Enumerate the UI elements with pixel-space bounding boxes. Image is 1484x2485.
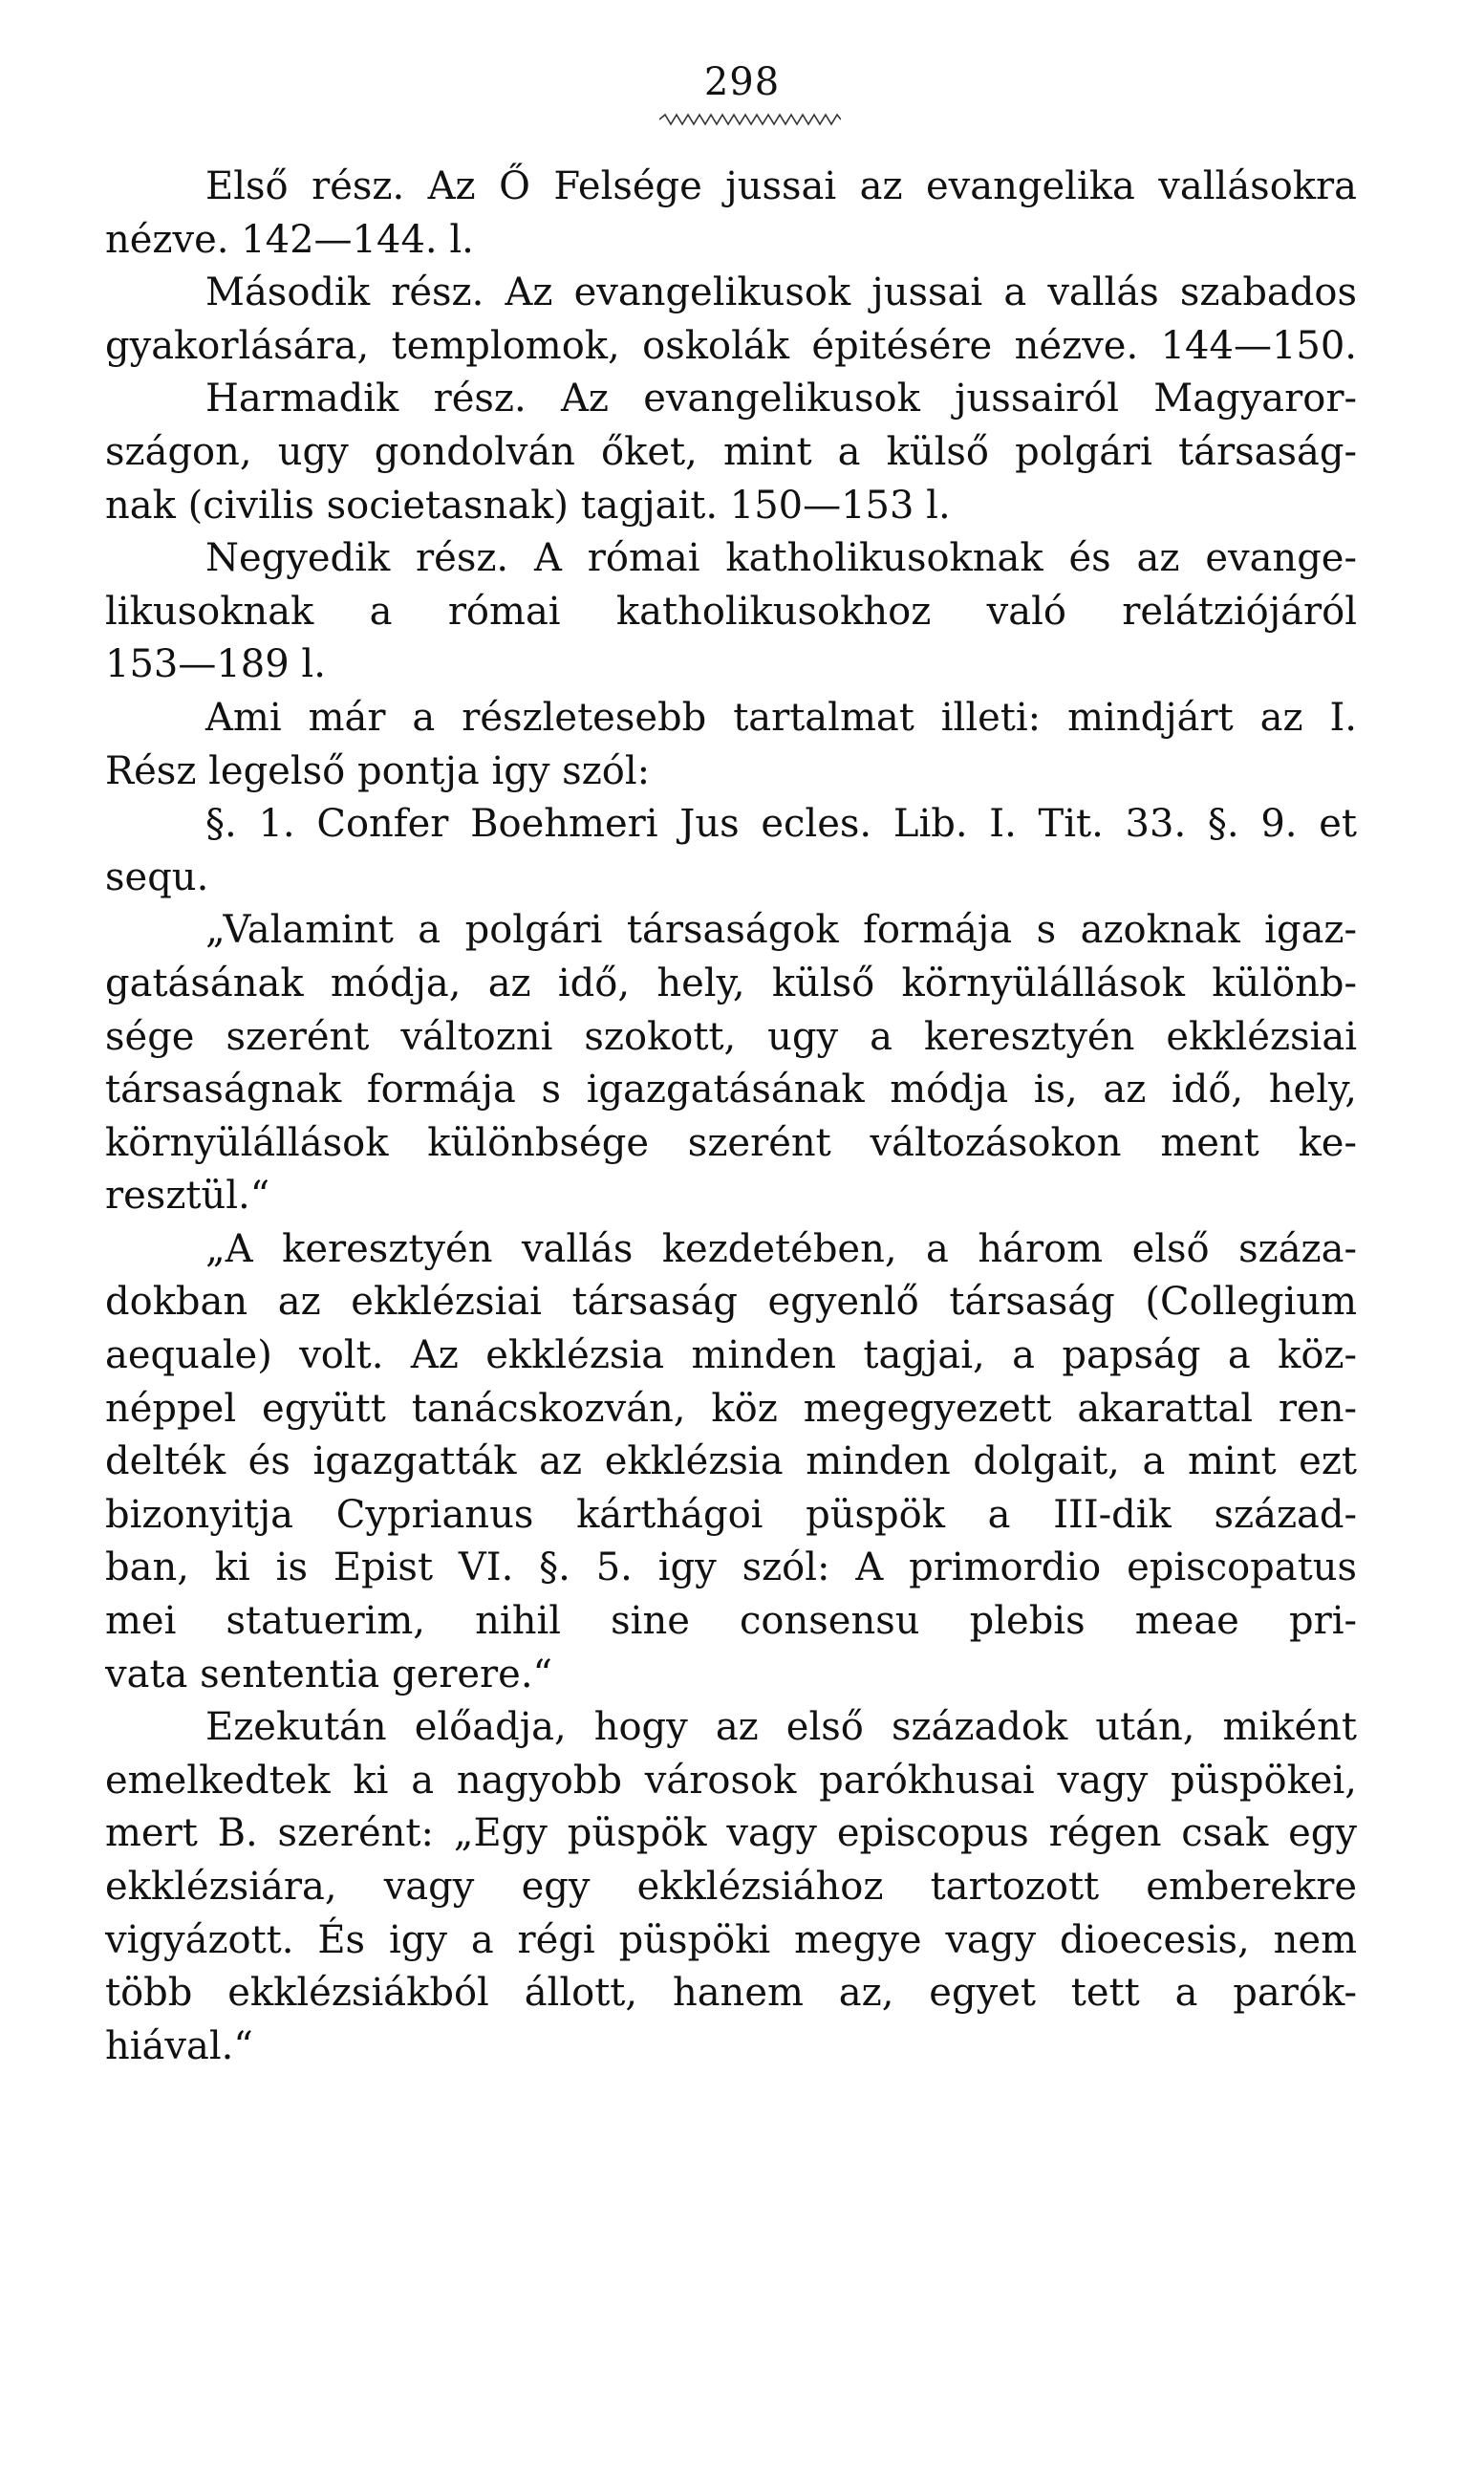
text-line: resztül.“ [105,1174,270,1219]
text-line: Rész legelső pontja igy szól: [105,748,651,793]
text-line: aequale) volt. Az ekklézsia minden tagjai, a papság a köz- [105,1333,1357,1378]
text-line: ban, ki is Epist VI. §. 5. igy szól: A primordio episcopatus [105,1545,1357,1590]
text-line: likusoknak a római katholikusokhoz való relátziójáról [105,589,1357,634]
page-number: 298 [703,60,781,104]
text-line: gatásának módja, az idő, hely, külső környülállások különb- [105,961,1357,1005]
text-line: „A keresztyén vallás kezdetében, a három első száza- [205,1226,1357,1271]
text-line: emelkedtek ki a nagyobb városok parókhusai vagy püspökei, [105,1758,1357,1803]
text-line: Ami már a részletesebb tartalmat illeti: mindjárt az I. [205,695,1357,740]
text-line: ekklézsiára, vagy egy ekklézsiához tartozott emberekre [105,1865,1357,1909]
text-line: bizonyitja Cyprianus kárthágoi püspök a III-dik század- [105,1492,1357,1537]
text-line: mert B. szerént: „Egy püspök vagy episcopus régen csak egy [105,1811,1357,1856]
text-line: nak (civilis societasnak) tagjait. 150—153 l. [105,483,951,528]
text-line: nézve. 142—144. l. [105,217,474,262]
text-line: §. 1. Confer Boehmeri Jus ecles. Lib. I. Tit. 33. §. 9. et [205,802,1357,847]
text-line: „Valamint a polgári társaságok formája s azoknak igaz- [205,908,1357,953]
text-line: sequ. [105,854,209,899]
text-line: Második rész. Az evangelikusok jussai a vallás szabados [205,270,1357,315]
text-line: 153—189 l. [105,642,326,687]
text-line: vigyázott. És igy a régi püspöki megye vagy dioecesis, nem [105,1917,1357,1962]
text-line: vata sententia gerere.“ [105,1652,553,1696]
text-line: néppel együtt tanácskozván, köz megegyezett akarattal ren- [105,1386,1357,1431]
text-line: Negyedik rész. A római katholikusoknak és az evange- [205,536,1357,581]
text-line: sége szerént változni szokott, ugy a keresztyén ekklézsiai [105,1014,1357,1059]
ornament-wavy-rule [659,113,841,126]
text-line: hiával.“ [105,2023,253,2068]
text-line: mei statuerim, nihil sine consensu plebis meae pri- [105,1599,1357,1644]
text-line: több ekklézsiákból állott, hanem az, egyet tett a parók- [105,1971,1357,2016]
text-line: Első rész. Az Ő Felsége jussai az evangelika vallásokra [205,164,1357,208]
text-line: társaságnak formája s igazgatásának módja is, az idő, hely, [105,1068,1357,1113]
text-line: delték és igazgatták az ekklézsia minden dolgait, a mint ezt [105,1439,1357,1484]
text-line: szágon, ugy gondolván őket, mint a külső polgári társaság- [105,429,1357,474]
body-text [105,161,1357,2073]
text-line: környülállások különbsége szerént változásokon ment ke- [105,1120,1357,1165]
text-line: gyakorlására, templomok, oskolák épitésére nézve. 144—150. [105,323,1357,368]
text-line: dokban az ekklézsiai társaság egyenlő társaság (Collegium [105,1280,1357,1325]
text-line: Ezekután előadja, hogy az első századok után, miként [205,1705,1357,1750]
text-line: Harmadik rész. Az evangelikusok jussairól Magyaror- [205,377,1357,421]
